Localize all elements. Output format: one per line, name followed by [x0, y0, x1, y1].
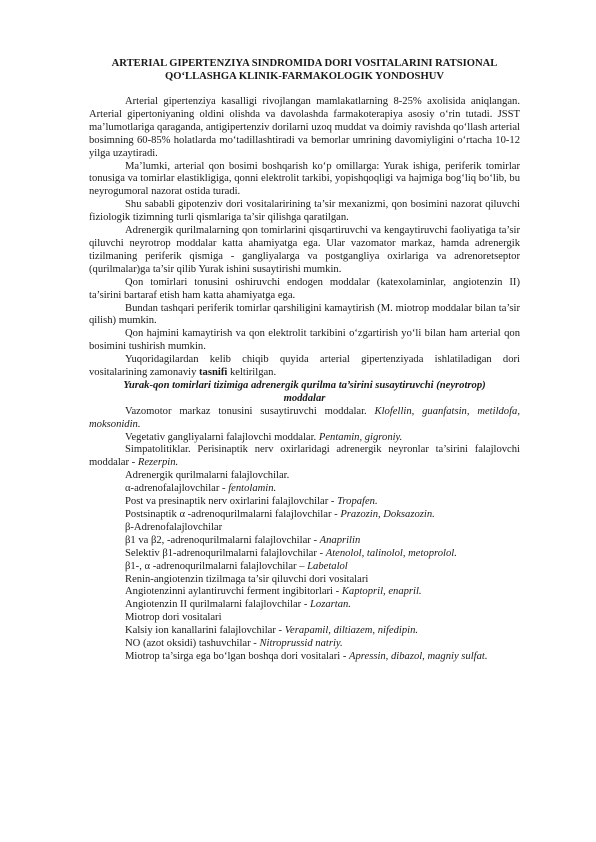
classification-intro — [89, 354, 520, 380]
list-item — [89, 444, 520, 470]
paragraph: Adrenergik qurilmalarning qon tomirlarini qisqartiruvchi va kengaytiruvchi faoliyatiga ta’sir qiluvchi neyrotrop moddalar katta ahamiyatga ega. Ular vazomator markaz, hamda adrenergik tizilmaning periferik qismiga - gangliyalarga va postgangliya oxirlariga va adrenoretseptor (qurilmalar)ga ta’sir qilib Yurak ishini susaytirishi mumkin. — [89, 225, 520, 275]
item-drugs: Pentamin, gigroniy. — [318, 431, 403, 443]
list-item — [89, 522, 520, 535]
item-drugs: Anaprilin — [319, 534, 361, 546]
item-drugs: Lozartan. — [310, 599, 351, 611]
item-label: Vazomotor markaz tonusini susaytiruvchi moddalar. — [125, 405, 375, 417]
paragraph: Bundan tashqari periferik tomirlar qarshiligini kamaytirish (M. miotrop moddalar bilan ta’sir qilish) mumkin. — [89, 302, 520, 327]
item-drugs: fentolamin. — [228, 483, 277, 495]
paragraph: Qon hajmini kamaytirish va qon elektrolit tarkibini o‘zgartirish yo‘li bilan ham arterial qon bosimini tushirish mumkin. — [89, 328, 520, 353]
intro-text: Yuqoridagilardan kelib chiqib quyida arterial gipertenziyada ishlatiladigan dori vositalarining zamonaviy — [89, 354, 520, 379]
list-item — [89, 483, 520, 496]
list-item — [89, 651, 520, 664]
list-item — [89, 638, 520, 651]
item-label: Angiotenzin II qurilmalarni falajlovchilar - — [125, 599, 311, 611]
title-line-1: ARTERIAL GIPERTENZIYA SINDROMIDA DORI VOSITALARINI RATSIONAL — [111, 58, 498, 69]
list-item — [89, 561, 520, 574]
item-drugs: Rezerpin. — [137, 457, 179, 469]
section-subheading — [89, 380, 520, 406]
item-label: α-adrenofalajlovchilar - — [125, 483, 229, 495]
list-item — [89, 548, 520, 561]
item-drugs: Klofellin, guanfatsin, metildofa, moksonidin. — [89, 405, 520, 430]
list-item — [89, 470, 520, 483]
list-item — [89, 406, 520, 432]
list-item — [89, 432, 520, 445]
item-label: Selektiv β1-adrenoqurilmalarni falajlovchilar - — [125, 547, 326, 559]
intro-text-end: keltirilgan. — [227, 367, 277, 379]
item-label: Miotrop dori vositalari — [125, 612, 222, 624]
item-label: β1 va β2, -adrenoqurilmalarni falajlovchilar - — [125, 534, 320, 546]
subheading-line-2: moddalar — [283, 392, 326, 404]
item-drugs: Kaptopril, enapril. — [341, 586, 422, 598]
item-label: Post va presinaptik nerv oxirlarini falajlovchilar - — [125, 496, 338, 508]
intro-bold-word: tasnifi — [199, 367, 228, 379]
paragraph: Ma’lumki, arterial qon bosimi boshqarish ko‘p omillarga: Yurak ishiga, periferik tomirlar tonusiga va tomirlar elastikligiga, qonni elektrolit tarkibi, yopishqoqligi va hajmiga bog‘liq bo‘lib, bu neyrogumoral nazorat ostida turadi. — [89, 160, 520, 198]
paragraph: Arterial gipertenziya kasalligi rivojlangan mamlakatlarning 8-25% axolisida aniqlangan. Arterial gipertoniyaning oldini olishda va davolashda farmakoterapiya asosiy o‘rin tutadi. JSST ma’lumotlariga qaraganda, antigipertenziv dorilarni uzoq muddat va doimiy ravishda qo‘llash arterial bosimning 60-85% holatlarda mo‘tadillashtiradi va bemorlar umrining davomiyligini o‘rtacha 10-12 yilga uzaytiradi. — [89, 96, 520, 159]
item-label: Kalsiy ion kanallarini falajlovchilar - — [125, 625, 285, 637]
item-drugs: Tropafen. — [337, 496, 378, 508]
item-drugs: Prazozin, Doksazozin. — [340, 509, 435, 520]
list-item — [89, 574, 520, 587]
item-label: NO (azot oksidi) tashuvchilar - — [125, 638, 260, 650]
item-label: Adrenergik qurilmalarni falajlovchilar. — [125, 470, 290, 482]
list-item — [89, 599, 520, 612]
item-label: Renin-angiotenzin tizilmaga ta’sir qiluvchi dori vositalari — [125, 573, 369, 585]
item-label: Simpatolitiklar. Perisinaptik nerv oxirlaridagi adrenergik neyronlar ta’sirini falajlovchi moddalar - — [89, 444, 520, 469]
list-item — [89, 625, 520, 638]
item-label: Miotrop ta’sirga ega bo‘lgan boshqa dori vositalari - — [125, 650, 349, 662]
document-title — [89, 57, 520, 83]
item-label: β-Adrenofalajlovchilar — [125, 521, 223, 533]
item-label: Postsinaptik α -adrenoqurilmalarni falajlovchilar - — [125, 509, 341, 520]
item-label: Vegetativ gangliyalarni falajlovchi moddalar. — [125, 431, 319, 443]
drug-classification-list — [89, 406, 520, 664]
item-drugs: Verapamil, diltiazem, nifedipin. — [284, 625, 419, 637]
title-line-2: QO‘LLASHGA KLINIK-FARMAKOLOGIK YONDOSHUV — [165, 71, 444, 82]
list-item — [89, 586, 520, 599]
item-label: Angiotenzinni aylantiruvchi ferment ingibitorlari - — [125, 586, 342, 598]
item-drugs: Apressin, dibazol, magniy sulfat. — [349, 650, 488, 662]
item-label: β1-, α -adrenoqurilmalarni falajlovchilar – — [125, 560, 308, 572]
list-item — [89, 612, 520, 625]
subheading-line-1: Yurak-qon tomirlari tizimiga adrenergik qurilma ta’sirini susaytiruvchi (neyrotrop) — [123, 379, 486, 391]
paragraph: Shu sababli gipotenziv dori vositalaririning ta’sir mexanizmi, qon bosimini nazorat qiluvchi fiziologik tizimning turli qismlariga ta’sir qilishga qaratilgan. — [89, 199, 520, 224]
paragraph: Qon tomirlari tonusini oshiruvchi endogen moddalar (katexolaminlar, angiotenzin II) ta’sirini bartaraf etish ham katta ahamiyatga ega. — [89, 276, 520, 301]
list-item — [89, 496, 520, 509]
item-drugs: Nitroprussid natriy. — [259, 638, 343, 650]
list-item — [89, 535, 520, 548]
item-drugs: Atenolol, talinolol, metoprolol. — [325, 547, 457, 559]
item-drugs: Labetalol — [307, 560, 348, 572]
list-item — [89, 509, 520, 522]
